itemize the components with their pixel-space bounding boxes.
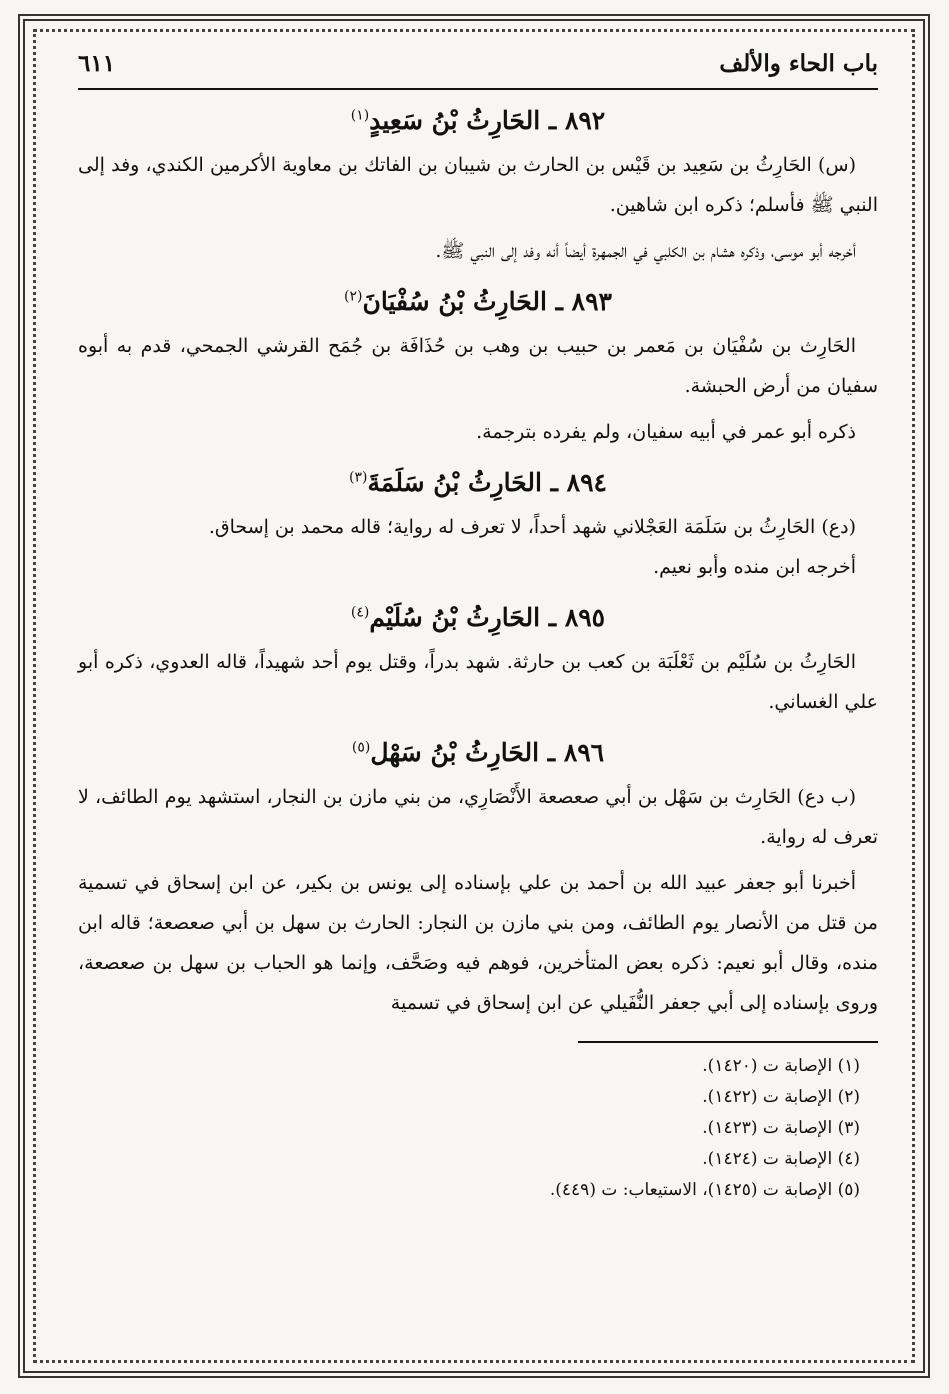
entry-heading: ٨٩٥ ـ الحَارِثُ بْنُ سُلَيْم [369, 603, 606, 632]
entry-title [78, 468, 878, 497]
footnote: (٢) الإصابة ت (١٤٢٢). [702, 1087, 860, 1107]
footnote-separator [578, 1041, 878, 1043]
entry-title [78, 287, 878, 316]
entry-895 [78, 603, 878, 722]
footnote-ref: (٣) [349, 469, 368, 486]
entry-heading: ٨٩٣ ـ الحَارِثُ بْنُ سُفْيَانَ [362, 287, 612, 316]
entry-paragraph: (دع) الحَارِثُ بن سَلَمَة العَجْلاني شهد أحداً، لا تعرف له رواية؛ قاله محمد بن إسحاق. [208, 516, 856, 538]
entry-heading: ٨٩٤ ـ الحَارِثُ بْنُ سَلَمَةَ [367, 468, 607, 497]
footnote: (٣) الإصابة ت (١٤٢٣). [702, 1118, 860, 1138]
entry-heading: ٨٩٢ ـ الحَارِثُ بْنُ سَعِيدٍ [369, 106, 606, 135]
page-content [78, 44, 878, 1206]
entry-title [78, 738, 878, 767]
entry-paragraph: أخبرنا أبو جعفر عبيد الله بن أحمد بن علي بإسناده إلى يونس بن بكير، عن ابن إسحاق في تسمية من قتل من الأنصار يوم الطائف، ومن بني مازن بن النجار: الحارث بن سهل بن أبي صعصعة؛ قاله ابن منده، وقال أبو نعيم: ذكره بعض المتأخرين، فوهم فيه وصَحَّف، وإنما هو الحباب بن سهل بن صعصعة، وروى بإسناده إلى أبي جعفر النُّفَيلي عن ابن إسحاق في تسمية [78, 872, 878, 1014]
page-number: ٦١١ [78, 50, 116, 77]
footnote-ref: (١) [350, 107, 370, 124]
footnote: (١) الإصابة ت (١٤٢٠). [702, 1056, 860, 1076]
running-header [78, 44, 878, 90]
footnote-ref: (٥) [351, 739, 371, 756]
footnote-ref: (٢) [344, 288, 363, 305]
entry-title [78, 603, 878, 632]
footnote: (٥) الإصابة ت (١٤٢٥)، الاستيعاب: ت (٤٤٩). [549, 1180, 860, 1200]
chapter-title: باب الحاء والألف [719, 50, 878, 77]
entry-paragraph: ذكره أبو عمر في أبيه سفيان، ولم يفرده بترجمة. [476, 421, 856, 443]
entry-paragraph: الحَارِث بن سُفْيَان بن مَعمر بن حبيب بن وهب بن حُذَافَة بن جُمَح القرشي الجمحي، قدم به أبوه سفيان من أرض الحبشة. [78, 335, 878, 397]
entry-paragraph: الحَارِثُ بن سُلَيْم بن ثَعْلَبَة بن كعب بن حارثة. شهد بدراً، وقتل يوم أحد شهيداً، قاله العدوي، ذكره أبو علي الغساني. [78, 651, 878, 713]
entry-893 [78, 287, 878, 452]
entry-892 [78, 106, 878, 271]
entry-894 [78, 468, 878, 587]
footnotes [78, 1051, 878, 1206]
entry-heading: ٨٩٦ ـ الحَارِثُ بْنُ سَهْل [370, 738, 605, 767]
footnote-ref: (٤) [350, 604, 370, 621]
entry-paragraph: أخرجه أبو موسى، وذكره هشام بن الكلبي في الجمهرة أيضاً أنه وفد إلى النبي ﷺ. [435, 240, 856, 262]
entry-paragraph: أخرجه ابن منده وأبو نعيم. [653, 556, 856, 578]
entry-896 [78, 738, 878, 1023]
entry-title [78, 106, 878, 135]
entry-paragraph: (ب دع) الحَارِث بن سَهْل بن أبي صعصعة الأَنْصَارِي، من بني مازن بن النجار، استشهد يوم الطائف، لا تعرف له رواية. [78, 786, 878, 848]
entry-paragraph: (س) الحَارِثُ بن سَعِيد بن قَيْس بن الحارث بن شيبان بن الفاتك بن معاوية الأكرمين الكندي، وفد إلى النبي ﷺ فأسلم؛ ذكره ابن شاهين. [78, 154, 878, 216]
footnote: (٤) الإصابة ت (١٤٢٤). [702, 1149, 860, 1169]
